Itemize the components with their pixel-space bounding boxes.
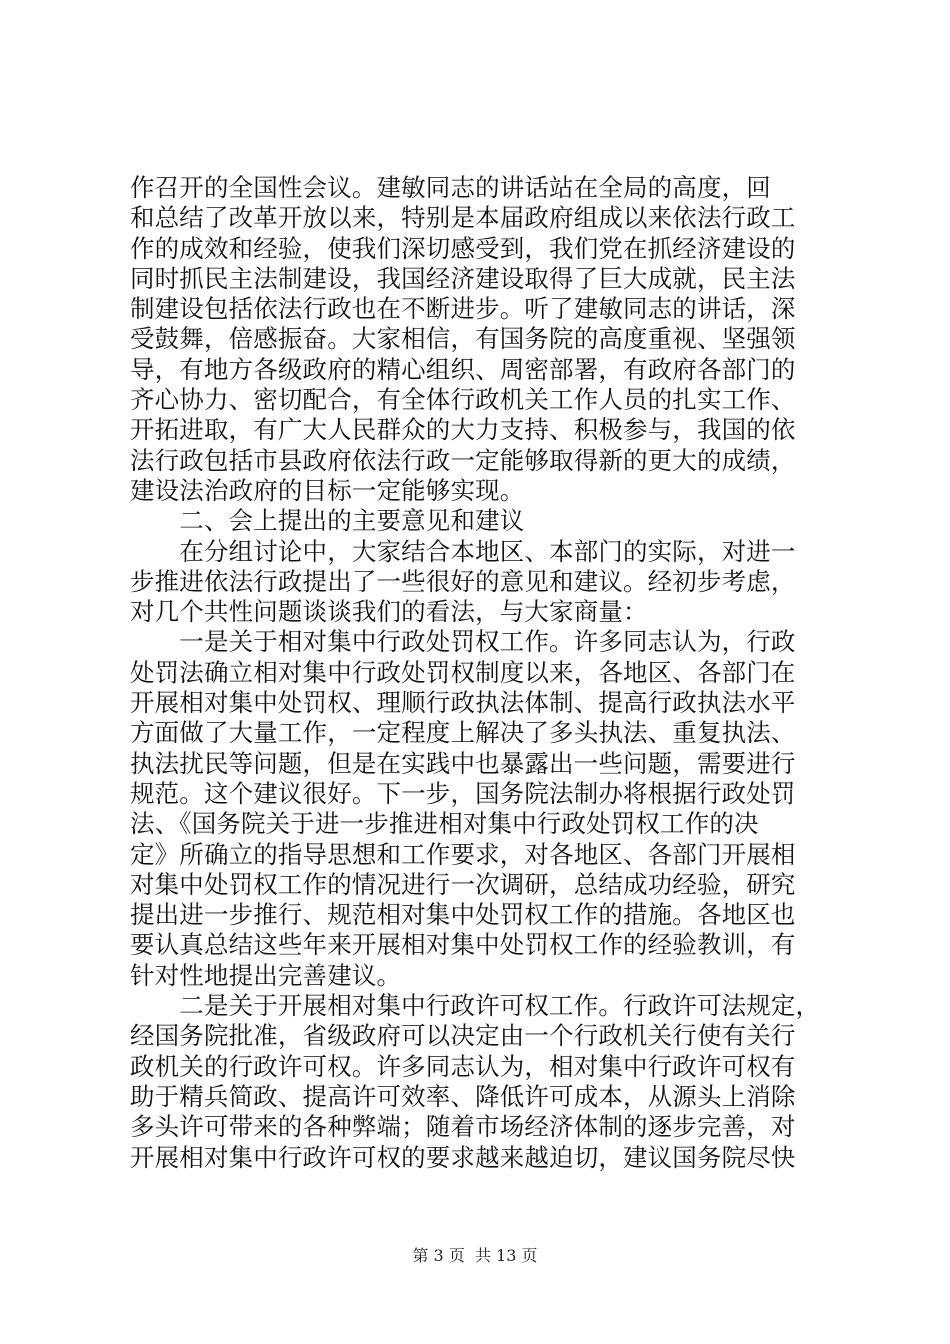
text-line: 齐心协力、密切配合，有全体行政机关工作人员的扎实工作、 bbox=[130, 385, 796, 415]
text-line: 受鼓舞，倍感振奋。大家相信，有国务院的高度重视、坚强领 bbox=[130, 324, 796, 354]
text-line: 执法扰民等问题，但是在实践中也暴露出一些问题，需要进行 bbox=[130, 748, 796, 778]
text-line: 提出进一步推行、规范相对集中处罚权工作的措施。各地区也 bbox=[130, 900, 796, 930]
text-line: 助于精兵简政、提高许可效率、降低许可成本，从源头上消除 bbox=[130, 1081, 796, 1111]
text-line: 同时抓民主法制建设，我国经济建设取得了巨大成就，民主法 bbox=[130, 263, 796, 293]
text-line: 经国务院批准，省级政府可以决定由一个行政机关行使有关行 bbox=[130, 1021, 796, 1051]
text-line: 开展相对集中行政许可权的要求越来越迫切，建议国务院尽快 bbox=[130, 1142, 796, 1172]
text-line: 二是关于开展相对集中行政许可权工作。行政许可法规定， bbox=[130, 991, 821, 1021]
text-line: 政机关的行政许可权。许多同志认为，相对集中行政许可权有 bbox=[130, 1051, 796, 1081]
text-line: 导，有地方各级政府的精心组织、周密部署，有政府各部门的 bbox=[130, 354, 796, 384]
text-line: 定》所确立的指导思想和工作要求，对各地区、各部门开展相 bbox=[130, 839, 796, 869]
text-line: 二、会上提出的主要意见和建议 bbox=[130, 506, 525, 536]
text-line: 规范。这个建议很好。下一步，国务院法制办将根据行政处罚 bbox=[130, 778, 796, 808]
text-line: 法、《国务院关于进一步推进相对集中行政处罚权工作的决 bbox=[130, 809, 759, 839]
text-line: 作召开的全国性会议。建敏同志的讲话站在全局的高度，回 bbox=[130, 173, 771, 202]
text-line: 对集中处罚权工作的情况进行一次调研，总结成功经验，研究 bbox=[130, 869, 796, 899]
text-line: 开拓进取，有广大人民群众的大力支持、积极参与，我国的依 bbox=[130, 415, 796, 445]
text-line: 针对性地提出完善建议。 bbox=[130, 960, 402, 990]
text-line: 制建设包括依法行政也在不断进步。听了建敏同志的讲话，深 bbox=[130, 294, 796, 324]
text-line: 开展相对集中处罚权、理顺行政执法体制、提高行政执法水平 bbox=[130, 688, 796, 718]
document-body bbox=[130, 173, 830, 1173]
text-line: 和总结了改革开放以来，特别是本届政府组成以来依法行政工 bbox=[130, 203, 796, 233]
text-line: 法行政包括市县政府依法行政一定能够取得新的更大的成绩， bbox=[130, 445, 796, 475]
page-footer bbox=[0, 1246, 950, 1266]
text-line: 作的成效和经验，使我们深切感受到，我们党在抓经济建设的 bbox=[130, 233, 796, 263]
text-line: 对几个共性问题谈谈我们的看法，与大家商量： bbox=[130, 597, 648, 627]
text-line: 方面做了大量工作，一定程度上解决了多头执法、重复执法、 bbox=[130, 718, 796, 748]
text-line: 要认真总结这些年来开展相对集中处罚权工作的经验教训，有 bbox=[130, 930, 796, 960]
text-line: 在分组讨论中，大家结合本地区、本部门的实际，对进一 bbox=[130, 536, 796, 566]
text-line: 一是关于相对集中行政处罚权工作。许多同志认为，行政 bbox=[130, 627, 796, 657]
text-line: 建设法治政府的目标一定能够实现。 bbox=[130, 475, 525, 505]
text-line: 处罚法确立相对集中行政处罚权制度以来，各地区、各部门在 bbox=[130, 657, 796, 687]
text-line: 步推进依法行政提出了一些很好的意见和建议。经初步考虑， bbox=[130, 566, 796, 596]
text-line: 多头许可带来的各种弊端；随着市场经济体制的逐步完善，对 bbox=[130, 1112, 796, 1142]
page-number-label: 第 3 页 共 13 页 bbox=[412, 1246, 538, 1265]
